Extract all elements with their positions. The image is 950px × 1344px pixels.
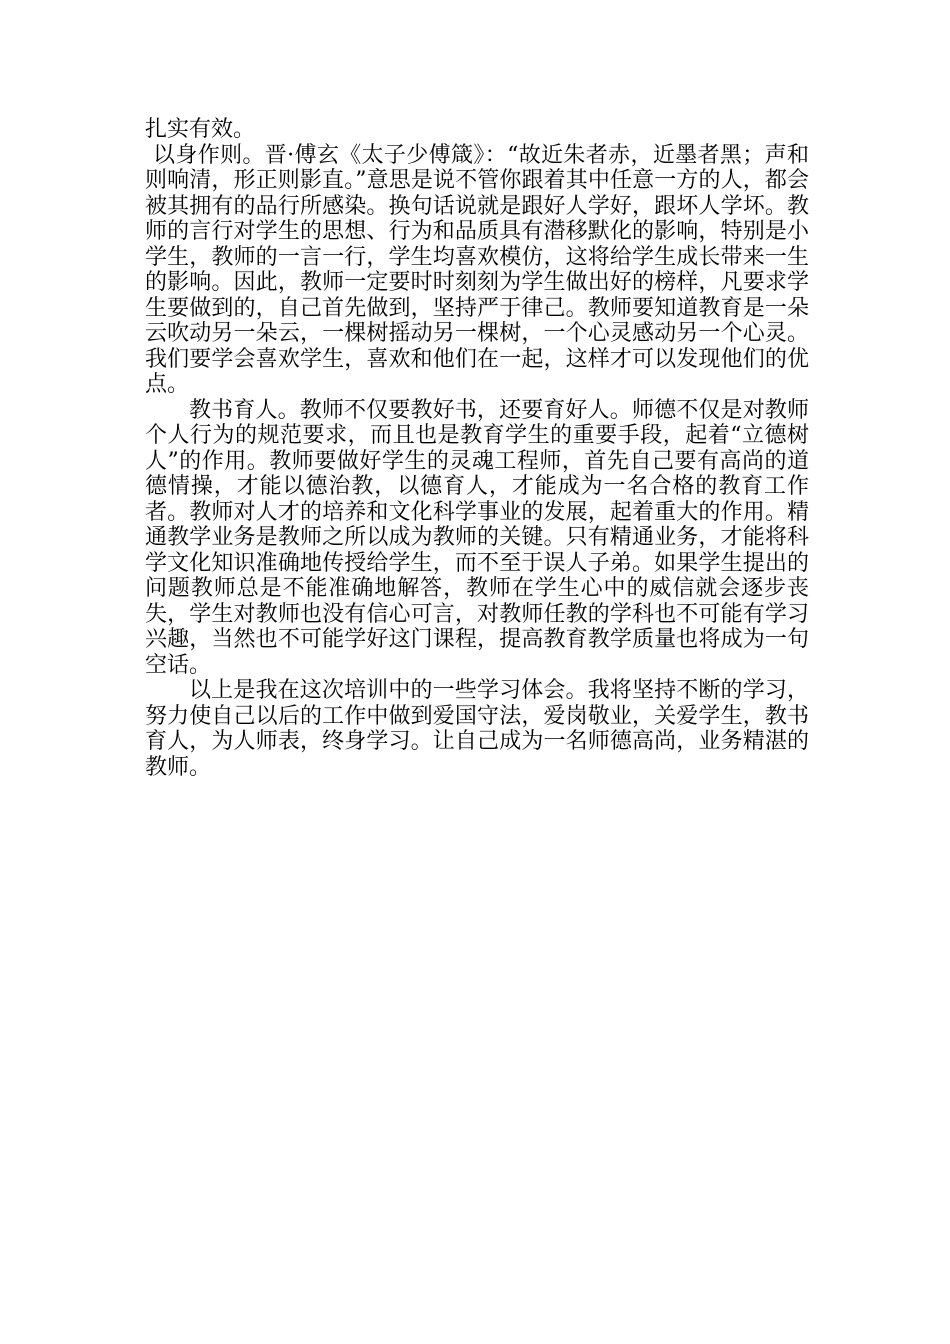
document-body	[145, 117, 809, 780]
paragraph-lead-by-example: 以身作则。晋·傅玄《太子少傅箴》：“故近朱者赤，近墨者黑；声和则响清，形正则影直。”意思是说不管你跟着其中任意一方的人，都会被其拥有的品行所感染。换句话说就是跟好人学好，跟坏人学坏。教师的言行对学生的思想、行为和品质具有潜移默化的影响，特别是小学生，教师的一言一行，学生均喜欢模仿，这将给学生成长带来一生的影响。因此，教师一定要时时刻刻为学生做出好的榜样，凡要求学生要做到的，自己首先做到，坚持严于律己。教师要知道教育是一朵云吹动另一朵云，一棵树摇动另一棵树，一个心灵感动另一个心灵。我们要学会喜欢学生，喜欢和他们在一起，这样才可以发现他们的优点。	[145, 142, 809, 397]
paragraph-continuation: 扎实有效。	[145, 117, 256, 142]
paragraph-teaching-and-educating: 教书育人。教师不仅要教好书，还要育好人。师德不仅是对教师个人行为的规范要求，而且也是教育学生的重要手段，起着“立德树人”的作用。教师要做好学生的灵魂工程师，首先自己要有高尚的道德情操，才能以德治教，以德育人，才能成为一名合格的教育工作者。教师对人才的培养和文化科学事业的发展，起着重大的作用。精通教学业务是教师之所以成为教师的关键。只有精通业务，才能将科学文化知识准确地传授给学生，而不至于误人子弟。如果学生提出的问题教师总是不能准确地解答，教师在学生心中的威信就会逐步丧失，学生对教师也没有信心可言，对教师任教的学科也不可能有学习兴趣，当然也不可能学好这门课程，提高教育教学质量也将成为一句空话。	[145, 397, 809, 678]
paragraph-conclusion: 以上是我在这次培训中的一些学习体会。我将坚持不断的学习，努力使自己以后的工作中做到爱国守法，爱岗敬业，关爱学生，教书育人，为人师表，终身学习。让自己成为一名师德高尚，业务精湛的教师。	[145, 678, 809, 780]
